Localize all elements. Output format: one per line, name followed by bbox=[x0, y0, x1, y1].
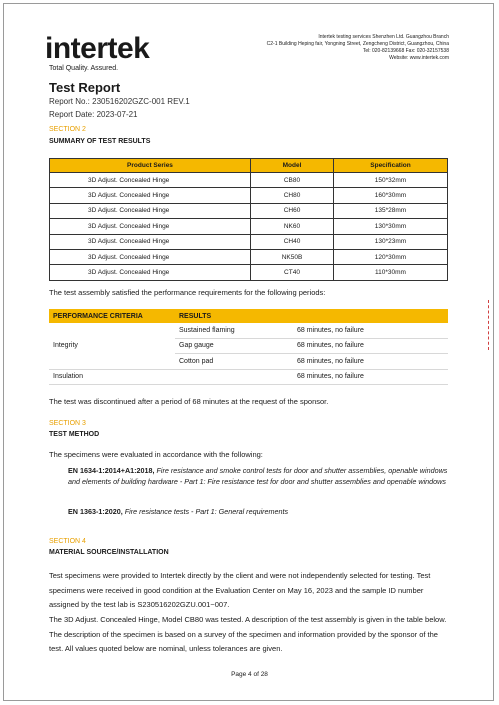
section-3-label: SECTION 3 bbox=[49, 420, 86, 427]
table-cell: 3D Adjust. Concealed Hinge bbox=[50, 265, 251, 280]
logo-text: intertek bbox=[45, 32, 150, 65]
method-intro: The specimens were evaluated in accordance with the following: bbox=[49, 450, 263, 459]
table-cell: 3D Adjust. Concealed Hinge bbox=[50, 203, 251, 218]
company-address bbox=[267, 34, 449, 62]
section-4-label: SECTION 4 bbox=[49, 538, 86, 545]
table-cell: CB80 bbox=[251, 173, 334, 188]
standard-code: EN 1634-1:2014+A1:2018, bbox=[68, 466, 155, 475]
standard-title: Fire resistance and smoke control tests for door and shutter assemblies, openable windows and elements of building hardware - Part 1: Fire resistance test for door and shutter assemblies and openable windows bbox=[68, 466, 448, 486]
material-paragraph-1: Test specimens were provided to Intertek directly by the client and were not independently selected for testing. Test specimens were received in good condition at the Evaluation Center on May 16, 2023 and the sample ID number assigned by the test lab is S230516202GZU.001~007. bbox=[49, 571, 431, 609]
table-row bbox=[50, 234, 448, 249]
column-header: PERFORMANCE CRITERIA bbox=[49, 309, 175, 323]
table-cell: NK50B bbox=[251, 249, 334, 264]
address-line: Website: www.intertek.com bbox=[389, 55, 449, 61]
report-number: Report No.: 230516202GZC-001 REV.1 bbox=[49, 97, 190, 106]
table-cell: CT40 bbox=[251, 265, 334, 280]
table-cell: 130*30mm bbox=[334, 219, 448, 234]
sub-criteria-cell: Gap gauge bbox=[175, 338, 293, 354]
table-cell: 3D Adjust. Concealed Hinge bbox=[50, 188, 251, 203]
result-cell: 68 minutes, no failure bbox=[293, 338, 448, 354]
column-header: Specification bbox=[334, 159, 448, 173]
product-table bbox=[49, 158, 448, 281]
section-2-label: SECTION 2 bbox=[49, 126, 86, 133]
table-row bbox=[50, 219, 448, 234]
table-cell: 3D Adjust. Concealed Hinge bbox=[50, 249, 251, 264]
table-cell: 130*23mm bbox=[334, 234, 448, 249]
page-title: Test Report bbox=[49, 80, 121, 95]
address-line: C2-1 Building Heping fair, Yongning Street, Zengcheng District, Guangzhou, China bbox=[266, 41, 449, 47]
table-row bbox=[49, 369, 448, 385]
section-2-heading: SUMMARY OF TEST RESULTS bbox=[49, 138, 151, 145]
result-cell: 68 minutes, no failure bbox=[293, 354, 448, 370]
section-3-heading: TEST METHOD bbox=[49, 431, 100, 438]
discontinued-note: The test was discontinued after a period of 68 minutes at the request of the sponsor. bbox=[49, 397, 329, 406]
side-margin-mark bbox=[488, 300, 497, 350]
result-cell: 68 minutes, no failure bbox=[293, 323, 448, 338]
section-4-heading: MATERIAL SOURCE/INSTALLATION bbox=[49, 549, 169, 556]
table-cell: 110*30mm bbox=[334, 265, 448, 280]
tagline: Total Quality. Assured. bbox=[49, 65, 119, 72]
sub-criteria-cell: Sustained flaming bbox=[175, 323, 293, 338]
table-cell: 3D Adjust. Concealed Hinge bbox=[50, 219, 251, 234]
standard-title: Fire resistance tests - Part 1: General requirements bbox=[124, 507, 289, 516]
table-cell: CH60 bbox=[251, 203, 334, 218]
column-header: Product Series bbox=[50, 159, 251, 173]
table-cell: NK60 bbox=[251, 219, 334, 234]
column-header: Model bbox=[251, 159, 334, 173]
address-line: Intertek testing services Shenzhen Ltd. Guangzhou Branch bbox=[318, 34, 449, 40]
table-row bbox=[50, 188, 448, 203]
table-cell: 3D Adjust. Concealed Hinge bbox=[50, 173, 251, 188]
result-cell: 68 minutes, no failure bbox=[293, 369, 448, 385]
table-row bbox=[49, 323, 448, 338]
table-cell: 3D Adjust. Concealed Hinge bbox=[50, 234, 251, 249]
table-cell: CH40 bbox=[251, 234, 334, 249]
standard-1 bbox=[68, 466, 458, 487]
table-cell: 135*28mm bbox=[334, 203, 448, 218]
criteria-cell: Insulation bbox=[49, 369, 175, 385]
sub-criteria-cell bbox=[175, 369, 293, 385]
standard-2 bbox=[68, 507, 458, 518]
table-row bbox=[50, 173, 448, 188]
address-line: Tel: 020-82139668 Fax: 020-32157538 bbox=[362, 48, 449, 54]
performance-table bbox=[49, 309, 448, 385]
sub-criteria-cell: Cotton pad bbox=[175, 354, 293, 370]
table-cell: 160*30mm bbox=[334, 188, 448, 203]
performance-intro: The test assembly satisfied the performance requirements for the following periods: bbox=[49, 288, 326, 297]
table-row bbox=[50, 265, 448, 280]
table-cell: 150*32mm bbox=[334, 173, 448, 188]
table-cell: CH80 bbox=[251, 188, 334, 203]
page-number: Page 4 of 28 bbox=[231, 671, 268, 678]
table-row bbox=[50, 249, 448, 264]
table-cell: 120*30mm bbox=[334, 249, 448, 264]
standard-code: EN 1363-1:2020, bbox=[68, 507, 123, 516]
intertek-logo bbox=[45, 34, 149, 64]
report-date: Report Date: 2023-07-21 bbox=[49, 110, 138, 119]
criteria-cell: Integrity bbox=[49, 323, 175, 369]
column-header: RESULTS bbox=[175, 309, 448, 323]
table-row bbox=[50, 203, 448, 218]
material-paragraph-2: The 3D Adjust. Concealed Hinge, Model CB80 was tested. A description of the test assembly is given in the table below. The description of the specimen is based on a survey of the specimen and information provided by the sponsor of the test. All values quoted below are nominal, unless tolerances are given. bbox=[49, 615, 447, 653]
